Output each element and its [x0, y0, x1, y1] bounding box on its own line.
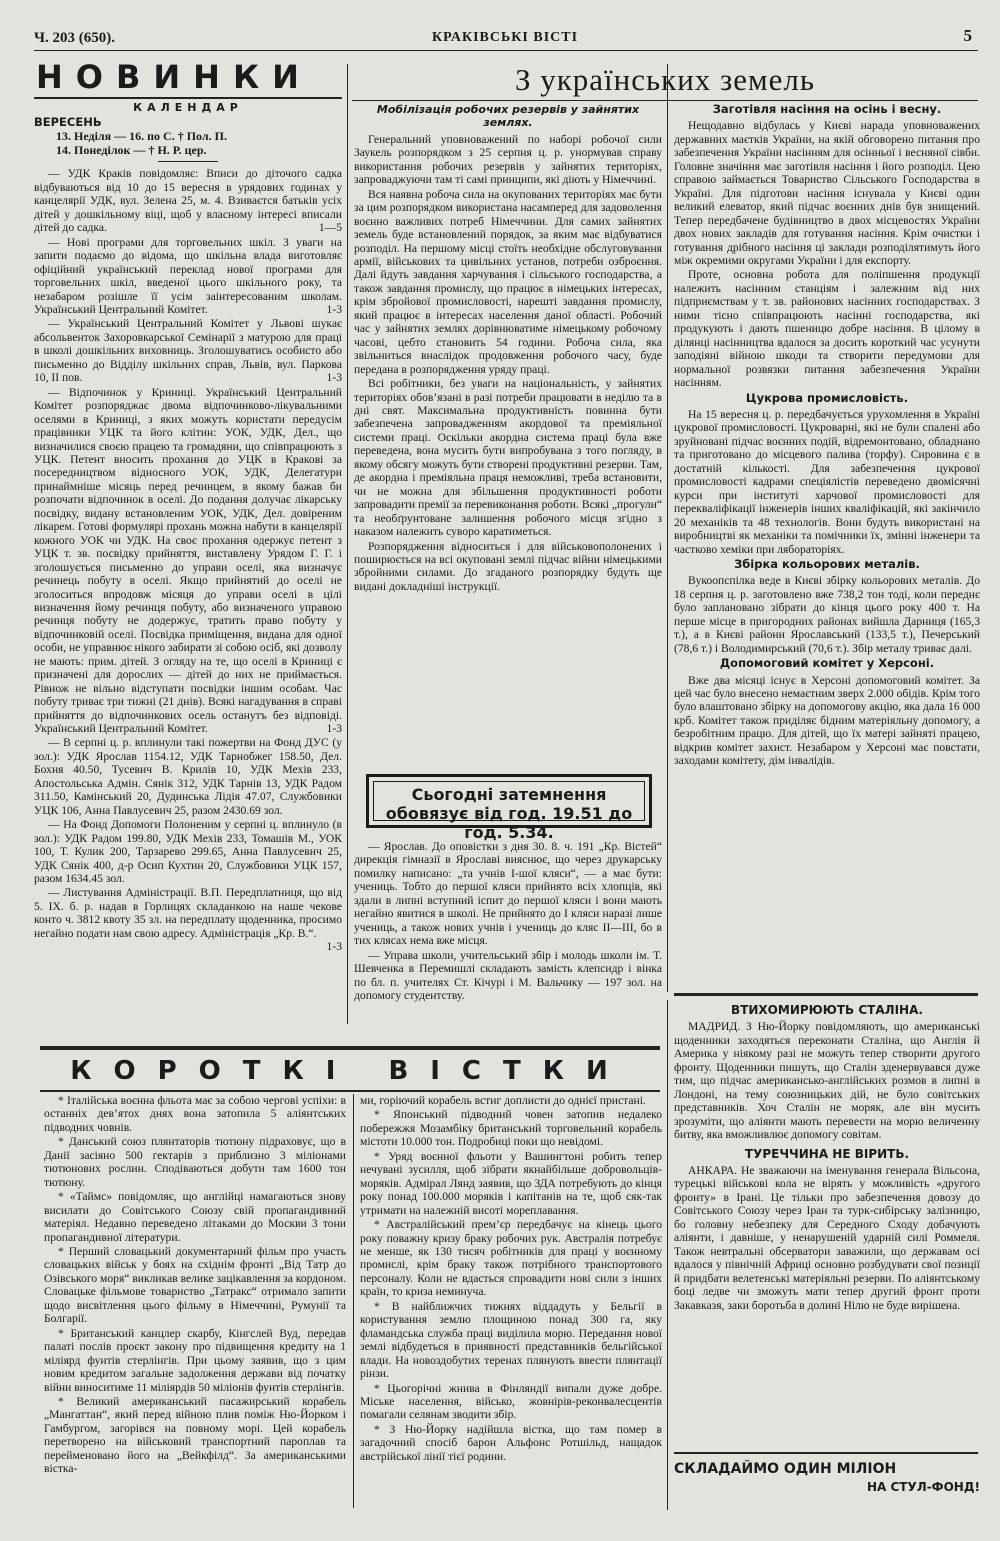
calendar-month: ВЕРЕСЕНЬ [34, 115, 102, 130]
mobilization-p1: Генеральний уповноважений по наборі робочої сили Заукель розпорядком з 25 серпня ц. р. унормував справу використання робочих резервів у зайнятих територіях, запроваджуючи там ті самі принципи, які діють у Німеччині. [354, 132, 662, 187]
short-news-item: * «Таймс» повідомляє, що англійці намагаються знову висилати до Совітського Союзу свій пропагандивний матеріял. Недавно переведено літаками до Москви 3 тони пропагандивної літератури. [44, 1190, 346, 1244]
news-column [34, 58, 342, 1043]
announcement-krynytsia: — Відпочинок у Криниці. Український Центральний Комітет розпоряджає двома відпочинково-лікувальними оселями в Криниці, з яких можуть користати передусім працівники УЦК та його клітин: УОК, УДК, Дел., що визначилися своєю працею та громадяни, що співпрацюють з УЦК. Петент вносить прохання до УЦК в Кракові за посередництвом відносного УОК, УДК, Делегатури принаймніше місяць перед речинцем, в якому бажав би розпочати відпочинок в оселі. До подання долучає лікарську посвідку, видану встановленим УОК, УДК, Дел. довіреним лікарем. Готові формулярі прохань можна набути в канцелярії кожного УОК чи УДК. На своє прохання одержує петент з УЦК т. зв. посвідку прийняття, виставлену Урядом Г. Г. і зголошується письменно до управи оселі, яка визначує речинець побуту в оселі. Якщо прийнятий до оселі не зголоситься впродовж місяця до управи оселі в цілі визначення йому речинця побуту, або визначеного управою речинця побуту не додержує, тратить право побуту у відпочинковій оселі. Посвідка приміщення, видана для одної особи, не управнює нікого забирати зі собою осіб, які дозволу не мають: прим. дітей. З огляду на те, що оселі в Криниці є призначені для дорослих — дітей до них не приймається. Рівнож не вільно відступати посвідки іншим особам. Час побуту триває три тижні (21 днів). Всякі нагадування в справі прийняття до відпочинкових осель останутъ без відповіді. Український Центральний Комітет. 1-3 [34, 385, 342, 736]
announcement-prisoners-fund: — На Фонд Допомоги Полоненим у серпні ц. вплинуло (в зол.): УДК Радом 199.80, УДК Мехів 233, Томашів М., УОК 100, Т. Кулик 200, Тарзарево 299.65, Анна Павлусевич 25, УДК Сянік 400, д-р Осип Кухтин 20, Службовики УЦК 157, разом 1634.45 зол. [34, 818, 342, 886]
seeds-p1: Нещодавно відбулась у Києві нарада уповноважених державних маєтків України, на якій обговорено питання про забезпечення України насінням для осінньої і весняної сівби. Головне значіння має заготівля насіння і його розподіл. Цею справою займається Товариство Сільського Господарства в Україні. Для підготови насіння існувала у Києві один великий елеватор, який підчас воєнних днів був знищений. Тепер передбачене будівництво в двох місцевостях України двох нових закладів для готування насіння. Крім очистки і готування дрібного насіння ці заклади розподілятимуть його між окремими округами України і для експорту. [674, 119, 980, 267]
ukrainian-lands-column [354, 101, 662, 761]
blackout-notice-box [366, 774, 652, 842]
yaroslav-gymnasium-notice: — Ярослав. До оповістки з дня 30. 8. ч. 191 „Кр. Вістей“ дирекція гімназії в Ярославі вияснює, що через друкарську помилку написано: „та учнів І-шої кляси“, — а має бути: учениць. Тобто до першої кляси прийнято всіх хлопців, які здали в липні вступний іспит до першої кляси і вони мають негайно явитися в школі. Не прийнято до І кляси наразі лише учениць, а також нових учнів і учениць до кляс ІІ—ІІІ, бо в тих клясах нема вже місця. [354, 840, 662, 948]
metals-p1: Вукоопспілка веде в Києві збірку кольорових металів. До 18 серпня ц. р. заготовлено вже 738,2 тон тоді, коли переднє було заплановано зібрати до кінця цього року 400 т. На перше місце в пригородних районах вийшла Дарниця (165,3 т.), а в Києві райони Ярославський (133,5 т.), Печерський (78,6 т.) і Володимирський (70,6 т.). Збір металу триває далі. [674, 574, 980, 655]
title-underline [34, 97, 342, 99]
short-news-item: * Цьогорічні жнива в Фінляндії випали дуже добре. Міське населення, військо, жовнірів-реконвалесцентів помагали селянам зводити збір. [360, 1381, 662, 1422]
page-header [34, 26, 976, 48]
right-rule-2 [674, 1452, 978, 1454]
novynky-title: НОВИНКИ [36, 58, 312, 96]
short-news-column-1 [44, 1094, 346, 1510]
issue-number: Ч. 203 (650). [34, 30, 115, 46]
sugar-heading: Цукрова промисловість. [745, 390, 909, 405]
short-news-item: * Уряд воєнної фльоти у Вашингтоні робить тепер нечувані зусилля, щоб зібрати якнайбільше добровольців-моряків. Адмірал Лянд заявив, що ЗДА потребують до кінця року понад 100.000 моряків і капітанів на те, щоб сяк-так утримати на належній висоті мореплавання. [360, 1149, 662, 1217]
peremyshl-school-notice: — Управа школи, учительський збір і молодь школи ім. Т. Шевченка в Перемишлі складають замість клепсидр і вінка по бл. п. учителях Ст. Кічурі і М. Вальчику — 197 зол. на допомогу студентству. [354, 948, 662, 1002]
mobilization-p4: Розпорядження відноситься і для військовополонених і поширюється на всі окуповані землі підчас війни німецькими збройними силами. До згаданого розпорядку будуть ще видані докладніші інструкції. [354, 539, 662, 593]
sugar-p1: На 15 вересня ц. р. передбачується урухомлення в Україні цукрової промисловості. Цукроварні, які не були спалені або зруйновані підчас воєнних подій, відремонтовано, обладнано та приготовано до місцевого палива (торфу). Сировина є в достатній кількості. Для забезпечення цукрової промисловості кадрами спеціялістів переведено двомісячні курси при інституті харчової промисловості для перекваліфікації інженерів інших кваліфікацій, які закінчило 20 механіків та 48 технологів. Вони будуть використані на виробництві як механіки та помічники їх, змінні інженери та частково хеміки при лябораторіях. [674, 407, 980, 556]
right-column [674, 101, 980, 989]
short-news-item: * Австралійський прем’єр передбачує на кінець цього року поважну кризу браку робочих рук. Австралія потребує не менше, як 130 тисяч робітників для праці у воєнному промислі, крім браку також потрібного транспортового персоналу. Коли не вдасться спровадити нові сили з інших країн, то криза неминуча. [360, 1218, 662, 1299]
ukrainian-lands-title: З українських земель [514, 62, 816, 97]
short-news-item: * Данський союз плянтаторів тютюну підраховує, що в Данії засіяно 500 гектарів з приблизно 3 міліонами тютюнових рослин. Сподіваються добути там 1600 тон тютюну. [44, 1135, 346, 1189]
short-news-title-text: КОРОТКІ ВІСТКИ [70, 1056, 630, 1086]
short-news-divider [353, 1094, 354, 1508]
announcement-lviv-committee: — Український Центральний Комітет у Львові шукає абсольвенток Захоровкарської Семінарії з матурою для праці в школі дошкільних виховниць. Зголошуватись особисто або письменно до Відділу шкільних справ, Львів, вул. Паркова 10, ІІ пов. 1-3 [34, 317, 342, 385]
short-news-title [40, 1054, 660, 1088]
announcement-administration: — Листування Адміністрації. В.П. Передплатниця, що від 5. IX. б. р. надав в Горлицях складанкою на наше чекове конто ч. 3812 квоту 35 зл. на передплату щоденника, просимо негайно подати нам свою адресу. Адміністрація „Кр. В.“. 1-3 [34, 886, 342, 954]
announcement-trade-schools: — Нові програми для торговельних шкіл. З уваги на запити подаємо до відома, що шкільна влада виготовляє офіційний український переклад нової програми для торговельних шкіл, введеної цього шкільного року, та незабаром розішле її усім заінтересованим школам. Український Центральний Комітет. 1-3 [34, 235, 342, 316]
right-rule-1 [674, 993, 978, 996]
column-divider-1 [347, 64, 348, 1024]
newspaper-title: КРАКІВСЬКІ ВІСТІ [431, 30, 579, 45]
short-news-top-rule [40, 1046, 660, 1050]
seeds-heading: Заготівля насіння на осінь і весну. [712, 102, 942, 116]
fund-appeal-line2: НА СТУЛ-ФОНД! [866, 1480, 980, 1494]
mobilization-p2: Вся наявна робоча сила на окупованих територіях має бути за цим розпорядком використана насамперед для задоволення воєнно важливих потреб Німеччини. Для самих зайнятих земель буде встановлений порядок, за яким має відбуватися розподіл. На першому місці стоїть необхідне обслуговування армії, військових та цивільних установ, потреби озброєння. Далі йдуть завдання харчування і сільського господарства, а також завдання промислу, що працює в німецьких інтересах, крім збройової промисловості, нарешті завдання промислу, який працює в інтересах населення даної області. Робочий час у зайнятих землях дорівнюватиме німецькому робочому часові, цебто становить 54 години. Робоча сила, яка звільниться внаслідок продовження робочого часу, буде передана в розпорядження уряду праці. [354, 187, 662, 376]
fund-appeal-line1: СКЛАДАЙМО ОДИН МІЛІОН [674, 1461, 897, 1477]
short-news-item: * Італійська воєнна фльота має за собою чергові успіхи: в останніх дев’ятох днях вона затопила 5 аліянтських підводних човнів. [44, 1094, 346, 1134]
fund-appeal [674, 1460, 980, 1496]
header-rule [34, 50, 978, 51]
page-number: 5 [963, 26, 972, 45]
announcement-dus-fund: — В серпні ц. р. вплинули такі пожертви на Фонд ДУС (у зол.): УДК Ярослав 1154.12, УДК Тарнобжег 158.50, Дел. Бохня 40.50, Тусевич В. Крилів 10, УДК Мехів 233, Апостольська Адмін. Сянік 312, УДК Тарнів 13, УДК Радом 311.50, Камінський 20, Дудинська Лідія 47.07, Службовики УЦК 106, Анна Павлусевич 25, разом 2430.69 зол. [34, 736, 342, 817]
stalin-p1: МАДРИД. З Ню-Йорку повідомляють, що американські щоденники заходяться переконати Сталіна, що Англія й Америка у ніякому разі не можуть тепер створити другого фронту. Щоденники пишуть, що Сталін зденервувався дуже тим, що підчас американсько-англійських розмов в липні в Лондоні, на тему союзницьких дій, не було совітських представників. Хоч Сталін не моряк, але він мусить зрозуміти, що аліянти мають перевести на морю величенну битву, яка вможливлює допомогу совітам. [674, 1020, 980, 1142]
short-news-bottom-rule [40, 1090, 660, 1092]
short-news-item: * Великий американський пасажирський корабель „Мангаттан“, який перед війною плив поміж Ню-Йорком і Гамбургом, загорівся на повному морі. Цей корабель перетворено на військовий транспортний пароплав та перейменовано його на „Вейкфілд“. За американськими вістка- [44, 1394, 346, 1476]
short-news-item: * З Ню-Йорку надійшла вістка, що там помер в загадочний спосіб барон Альфонс Ротшільд, нащадок австрійської лінії тієї родини. [360, 1422, 662, 1463]
calendar-divider [158, 161, 218, 162]
mobilization-p3: Всі робітники, без уваги на національність, у зайнятих територіях обов’язані в разі потреби працювати в неділю та в дні свят. Максимальна продуктивність повинна бути забезпечена запровадженням акордової та преміяльної системи праці. Оскільки акордна система праці була вже переведена, вона мусить бути випробувана з того погляду, в якому обсягу можуть бути створені продуктивні резерви. Там, де акордна і преміяльна праця неможливі, треба встановити, чи не можна для збільшення продуктивності роботи запровадити премії за перевиконання роботи. Всякі „прогули“ та необґрунтоване залишення робочого місця згідно з наказом належить суворо каратиметься. [354, 377, 662, 539]
turkey-p1: АНКАРА. Не зважаючи на іменування генерала Вільсона, турецькі військові кола не вірять у можливість «другого фронту» в Ірані. Це тільки про забезпечення довозу до Совітського Союзу через Іран та турк-сибірську залізницю, бо головну небезпеку для Середного Сходу добачують аліянти, і давніше, у ненарушеній ударній силі Роммеля. Також невтральні обсерватори заважили, що державам осі вдалося у північній Африці основно розбудувати свої позиції й придбати велетенські матеріяльні резерви. По аліянтському боці ледве чи зможуть мати тепер другий фронт проти Закавказя, заки боротьба в долині Нілю не буде вирішена. [674, 1163, 980, 1312]
column-divider-3 [667, 1000, 668, 1510]
metals-heading: Збірка кольорових металів. [734, 556, 920, 571]
seeds-p2: Проте, основна робота для поліпшення продукції належить насінним станціям і залежним від них підприємствам у т. зв. районових насінних господарствах. З ними тісно співпрацюють насінні господарства, які продукують і дають пшеницю добре насіння. В цілому в ділянці насінництва вдалося за досить короткий час усунути заподіяні війною шкоди та створити передумови для нормальної розвязки питання забезпечення України насінням. [674, 268, 980, 390]
short-news-item: * В найближчих тижнях віддадуть у Бельгії в користування землю площиною понад 300 га, яку фламандська служба праці виділила морю. Передання нової землі відбудеться в приявності представників бельгійської влади. На новоздобутих теренах плянують ввести плянтації рінзи. [360, 1299, 662, 1381]
calendar-heading: КАЛЕНДАР [133, 101, 243, 114]
turkey-heading: ТУРЕЧЧИНА НЕ ВІРИТЬ. [744, 1146, 910, 1161]
short-news-column-2 [360, 1094, 662, 1510]
calendar-day-14: 14. Понеділок — † Н. Р. цер. [56, 143, 207, 158]
local-news-column [354, 840, 662, 1040]
blackout-notice-text: Сьогодні затемнення обовязує від год. 19.51 до год. 5.34. [385, 785, 633, 842]
short-news-item: * Британський канцлер скарбу, Кінгслей Вуд, передав палаті послів проєкт закону про підвищення кредиту на 1 міліярд фунтів стерлінгів. При цьому заявив, що з цим новим кредитом загальне задолження держави від початку війни виноситиме 11 міліярдів 50 міліонів фунтів стерлінгів. [44, 1326, 346, 1394]
kherson-p1: Вже два місяці існує в Херсоні допомоговий комітет. За цей час було внесено немаєтним зверх 2.000 обідів. Крім того було влаштовано збірку на допомогову акцію, яка дала 16 000 крб. Комітет також приділяє бідним матеріяльну допомогу, а безробітним працю. Для дітей, що їх матері зайняті працею, відкрив комітет захист. Незабаром у Херсоні має повстати, заходами комітету, дім інвалідів. [674, 673, 980, 768]
stalin-heading: ВТИХОМИРЮЮТЬ СТАЛІНА. [731, 1003, 923, 1017]
short-news-item: * Перший словацький документарний фільм про участь словацьких військ у боях на східнім фронті „Від Татр до Озівського моря“ викликав велике зацікавлення за кордоном. Словацьке фільмове товариство „Татракс“ отримало запити щодо висвітлення цього фільму в Німеччині, Румунії та Болгарії. [44, 1244, 346, 1326]
short-news-item: * Японський підводний човен затопив недалеко побережжя Мозамбіку британський торговельний корабель містоти 10.000 тон. Подробиці поки що невідомі. [360, 1108, 662, 1149]
foreign-news-column [674, 1002, 980, 1442]
short-news-item: ми, горіючий корабель встиг доплисти до однієї пристані. [360, 1094, 646, 1107]
calendar-day-13: 13. Неділя — 16. по С. † Пол. П. [56, 129, 227, 144]
announcement-kindergarten: — УДК Краків повідомляє: Вписи до діточого садка відбуваються від 10 до 15 вересня в урядових годинах у канцелярії УДК, вул. Зелена 25, м. 4. Взиваєтся батьків усіх дітей у дошкільному віці, щоб у власному інтересі вписали дітей до садка. 1—5 [34, 167, 342, 235]
mobilization-headline: Мобілізація робочих резервів у зайнятих землях. [376, 103, 640, 130]
column-divider-2 [667, 64, 668, 992]
kherson-heading: Допомоговий комітет у Херсоні. [719, 656, 935, 671]
